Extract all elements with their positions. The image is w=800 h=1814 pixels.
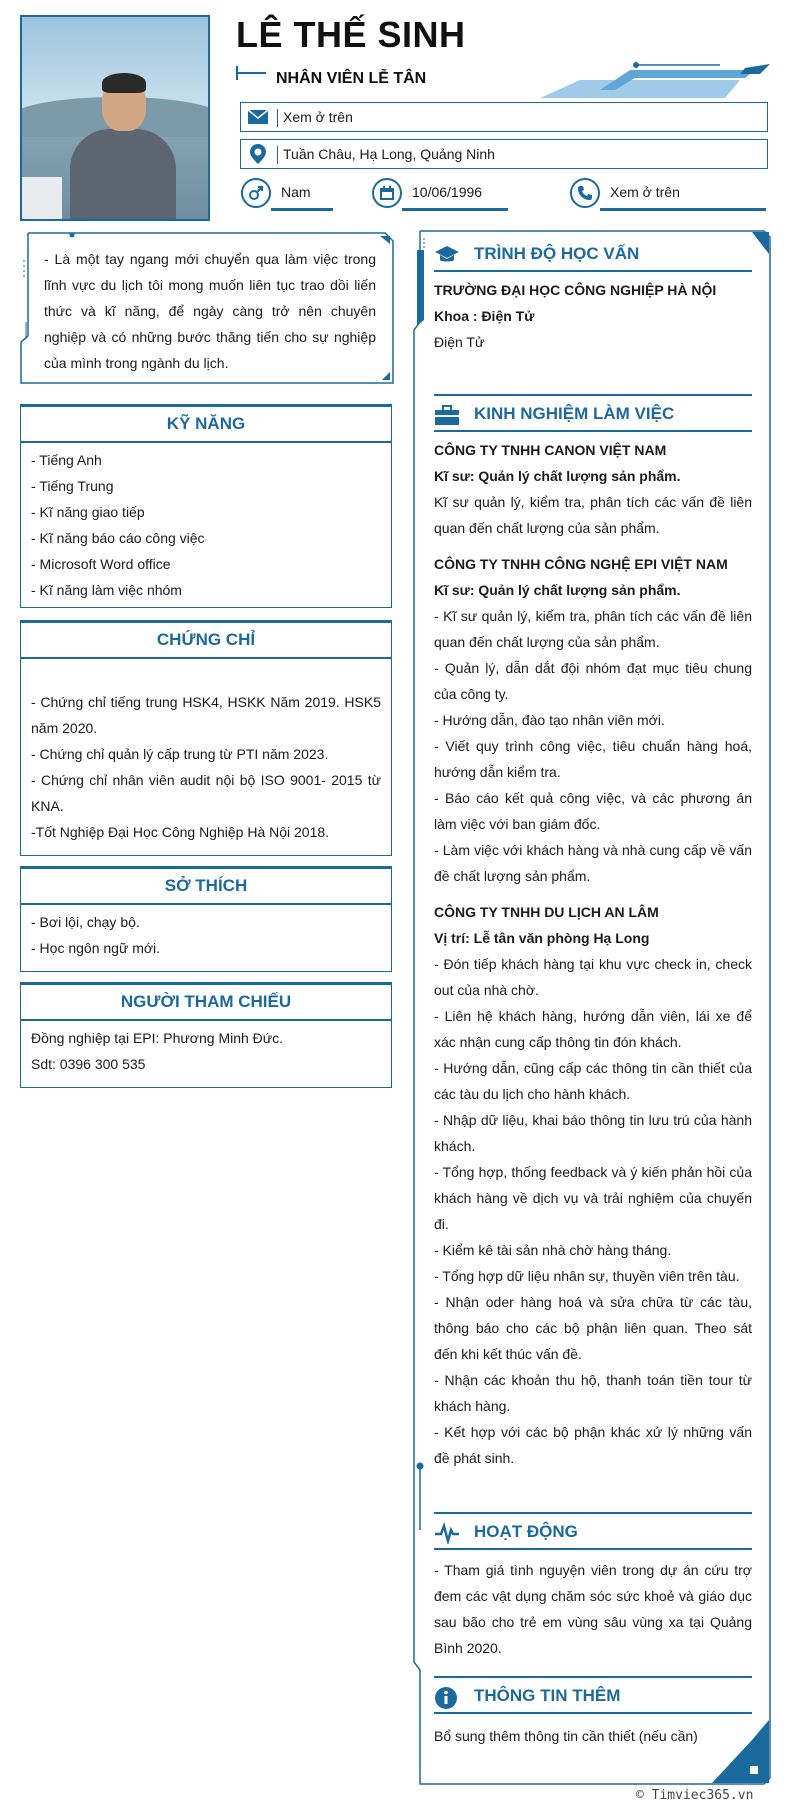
job-detail: - Báo cáo kết quả công việc, và các phương án làm việc với ban giám đốc.	[434, 790, 752, 832]
job-detail: - Hướng dẫn, cũng cấp các thông tin cần thiết của các tàu du lịch cho hành khách.	[434, 1060, 752, 1102]
pulse-icon	[434, 1522, 460, 1546]
skill-item: - Tiếng Anh	[31, 452, 102, 468]
education-content	[434, 277, 752, 355]
certificate-item: - Chứng chỉ quản lý cấp trung từ PTI năm 2023.	[31, 746, 329, 762]
skill-item: - Microsoft Word office	[31, 556, 171, 572]
hobbies-section	[20, 866, 392, 972]
phone-icon	[570, 178, 600, 208]
mail-icon	[241, 103, 275, 131]
job-detail: - Tổng hợp dữ liệu nhân sự, thuyền viên trên tàu.	[434, 1268, 740, 1284]
gender-value: Nam	[281, 184, 311, 200]
briefcase-icon	[434, 404, 460, 428]
references-heading: NGƯỜI THAM CHIẾU	[20, 983, 392, 1021]
faculty: Khoa : Điện Tử	[434, 308, 535, 324]
company-name: CÔNG TY TNHH DU LỊCH AN LÂM	[434, 904, 659, 920]
job-detail: - Hướng dẫn, đào tạo nhân viên mới.	[434, 712, 665, 728]
gender-icon	[241, 178, 271, 208]
certificates-heading: CHỨNG CHỈ	[20, 621, 392, 659]
skill-item: - Tiếng Trung	[31, 478, 114, 494]
job-detail: - Kĩ sư quản lý, kiểm tra, phân tích các vấn đề liên quan đến chất lượng của sản phẩm.	[434, 608, 752, 650]
objective-text: - Là một tay ngang mới chuyển qua làm việc trong lĩnh vực du lịch tôi mong muốn liên tục trao dồi liến thức và kĩ năng, để ngày càng trở nên chuyên nghiệp và có những bước thăng tiến cho sự nghiệp của mình trong ngành du lịch.	[44, 251, 376, 371]
job-entry	[434, 551, 752, 889]
school-name: TRƯỜNG ĐẠI HỌC CÔNG NGHIỆP HÀ NỘI	[434, 282, 717, 298]
email-value: Xem ở trên	[283, 109, 353, 125]
company-name: CÔNG TY TNHH CANON VIỆT NAM	[434, 442, 667, 458]
header-ribbon-decoration	[540, 60, 770, 98]
birthday-field	[372, 178, 510, 212]
info-icon	[434, 1686, 460, 1710]
certificates-section	[20, 620, 392, 856]
calendar-icon	[372, 178, 402, 208]
hobbies-heading: SỞ THÍCH	[20, 867, 392, 905]
birthday-value: 10/06/1996	[412, 184, 483, 200]
job-detail: - Làm việc với khách hàng và nhà cung cấp về vấn đề chất lượng sản phẩm.	[434, 842, 752, 884]
certificate-item: - Chứng chỉ tiếng trung HSK4, HSKK Năm 2019. HSK5 năm 2020.	[31, 694, 381, 736]
email-field	[240, 102, 768, 132]
job-detail: - Tổng hợp, thống feedback và ý kiến phản hồi của khách hàng về dịch vụ và trải nghiệm của chuyến đi.	[434, 1164, 752, 1232]
title-decoration-line	[236, 72, 266, 74]
job-detail: - Nhận các khoản thu hộ, thanh toán tiền tour từ khách hàng.	[434, 1372, 752, 1414]
experience-title	[434, 400, 752, 432]
activities-heading: HOẠT ĐỘNG	[474, 1522, 578, 1541]
education-title	[434, 240, 752, 272]
experience-content	[434, 437, 752, 1471]
additional-title	[434, 1682, 752, 1714]
hobby-item: - Học ngôn ngữ mới.	[31, 940, 161, 956]
job-detail: - Nhận oder hàng hoá và sửa chữa từ các tàu, thông báo cho các bộ phận liên quan. Theo sát đến khi kết thúc vấn đề.	[434, 1294, 752, 1362]
additional-heading: THÔNG TIN THÊM	[474, 1686, 621, 1705]
hobby-item: - Bơi lội, chạy bộ.	[31, 914, 140, 930]
job-detail: - Kiểm kê tài sản nhà chờ hàng tháng.	[434, 1242, 672, 1258]
reference-item: Sdt: 0396 300 535	[31, 1056, 146, 1072]
job-entry	[434, 437, 752, 541]
activities-text: - Tham giá tình nguyện viên trong dự án cứu trợ đem các vật dụng chăm sóc sức khoẻ và giáo dục sau bão cho trẻ em vùng sâu vùng xa tại Quảng Bình 2020.	[434, 1562, 752, 1656]
skill-item: - Kĩ năng làm việc nhóm	[31, 582, 182, 598]
profile-photo	[20, 15, 210, 221]
additional-text: Bổ sung thêm thông tin cần thiết (nếu cần)	[434, 1728, 698, 1744]
experience-heading: KINH NGHIỆM LÀM VIỆC	[474, 404, 675, 423]
certificate-item: - Chứng chỉ nhân viên audit nội bộ ISO 9001- 2015 từ KNA.	[31, 772, 381, 814]
phone-value: Xem ở trên	[610, 184, 680, 200]
address-value: Tuần Châu, Hạ Long, Quảng Ninh	[283, 146, 495, 162]
skills-heading: KỸ NĂNG	[20, 405, 392, 443]
footer-credit: © Timviec365.vn	[636, 1788, 754, 1803]
phone-field	[570, 178, 768, 212]
job-position: Vị trí: Lễ tân văn phòng Hạ Long	[434, 930, 650, 946]
job-position: Kĩ sư: Quản lý chất lượng sản phẩm.	[434, 582, 681, 598]
location-pin-icon	[241, 140, 275, 168]
education-heading: TRÌNH ĐỘ HỌC VẤN	[474, 244, 640, 263]
major: Điện Tử	[434, 334, 485, 350]
address-field	[240, 139, 768, 169]
references-section	[20, 982, 392, 1088]
job-detail: - Viết quy trình công việc, tiêu chuẩn hàng hoá, hướng dẫn kiểm tra.	[434, 738, 752, 780]
job-position: Kĩ sư: Quản lý chất lượng sản phẩm.	[434, 468, 681, 484]
skill-item: - Kĩ năng báo cáo công việc	[31, 530, 205, 546]
company-name: CÔNG TY TNHH CÔNG NGHỆ EPI VIỆT NAM	[434, 556, 728, 572]
certificate-item: -Tốt Nghiệp Đại Học Công Nghiệp Hà Nội 2018.	[31, 824, 330, 840]
skill-item: - Kĩ năng giao tiếp	[31, 504, 145, 520]
graduation-cap-icon	[434, 244, 460, 268]
gender-field	[241, 178, 337, 212]
job-detail: - Quản lý, dẫn dắt đội nhóm đạt mục tiêu chung của công ty.	[434, 660, 752, 702]
candidate-name: LÊ THẾ SINH	[236, 14, 466, 55]
job-detail: - Nhập dữ liệu, khai báo thông tin lưu trú của hành khách.	[434, 1112, 752, 1154]
activities-title	[434, 1518, 752, 1550]
job-detail: - Kết hợp với các bộ phận khác xử lý những vấn đề phát sinh.	[434, 1424, 752, 1466]
job-detail: - Đón tiếp khách hàng tại khu vực check in, check out của nhà chờ.	[434, 956, 752, 998]
job-detail: Kĩ sư quản lý, kiểm tra, phân tích các vấn đề liên quan đến chất lượng của sản phẩm.	[434, 494, 752, 536]
job-title: NHÂN VIÊN LỄ TÂN	[276, 70, 427, 87]
job-entry	[434, 899, 752, 1471]
skills-section	[20, 404, 392, 608]
job-detail: - Liên hệ khách hàng, hướng dẫn viên, lái xe để xác nhận cung cấp thông tin đón khách.	[434, 1008, 752, 1050]
reference-item: Đồng nghiệp tại EPI: Phương Minh Đức.	[31, 1030, 284, 1046]
